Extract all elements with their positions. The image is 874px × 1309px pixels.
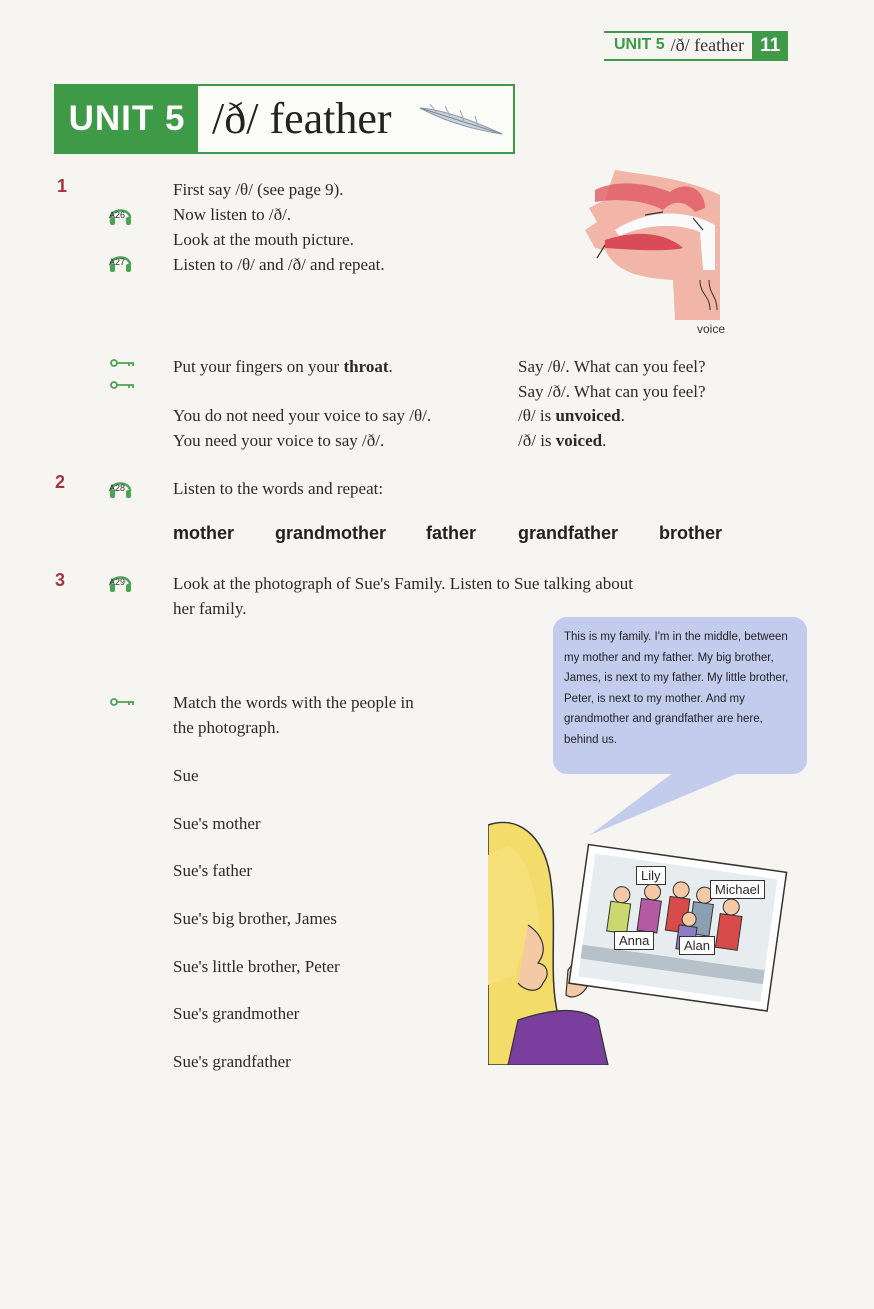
person-item: Sue's father (173, 861, 253, 880)
mouth-diagram (575, 170, 745, 320)
page-number: 11 (752, 33, 788, 59)
section3-instruction: her family. (173, 599, 247, 618)
speech-bubble-text: This is my family. I'm in the middle, between my mother and my father. My big brother, James, is next to my father. My little brother, Peter, is next to my mother. And my grandmother and grandfather are here, behind us. (564, 631, 789, 746)
exercise-number-3: 3 (55, 570, 66, 590)
say-question: Say /ð/. What can you feel? (518, 382, 706, 401)
instruction-line: Listen to /θ/ and /ð/ and repeat. (173, 255, 385, 274)
word-item: father (426, 523, 477, 543)
key-icon (110, 697, 136, 707)
running-header-unit: UNIT 5 (614, 36, 665, 53)
person-item: Sue's grandfather (173, 1052, 291, 1071)
person-item: Sue (173, 766, 199, 785)
word-item: mother (173, 523, 235, 543)
photo-label-michael: Michael (710, 880, 765, 899)
fingers-instruction: Put your fingers on your throat. (173, 357, 393, 376)
word-item: grandmother (275, 523, 387, 543)
voice-label: voice (697, 322, 726, 336)
speech-bubble (553, 617, 807, 774)
person-item: Sue's grandmother (173, 1004, 300, 1023)
instruction-line: Now listen to /ð/. (173, 205, 292, 224)
instruction-line: Look at the mouth picture. (173, 230, 354, 249)
audio-track-a28[interactable]: A28 (108, 476, 133, 506)
feather-icon (416, 100, 506, 140)
instruction-line: First say /θ/ (see page 9). (173, 180, 344, 199)
running-header-topic: /ð/ feather (670, 35, 745, 55)
person-item: Sue's big brother, James (173, 909, 337, 928)
photo-label-anna: Anna (614, 931, 654, 950)
section3-instruction: Look at the photograph of Sue's Family. Listen to Sue talking about (173, 574, 633, 593)
running-header (604, 31, 788, 61)
unvoiced-statement: /θ/ is unvoiced. (518, 406, 625, 425)
exercise-number-2: 2 (55, 472, 66, 492)
key-icon (110, 380, 136, 390)
person-item: Sue's little brother, Peter (173, 957, 340, 976)
audio-track-a27[interactable]: A27 (108, 250, 133, 280)
voiced-note: You need your voice to say /ð/. (173, 431, 385, 450)
unit-title: /ð/ feather (212, 94, 392, 143)
unit-label: UNIT 5 (56, 86, 198, 152)
say-question: Say /θ/. What can you feel? (518, 357, 706, 376)
photo-label-lily: Lily (636, 866, 666, 885)
key-icon (110, 358, 136, 368)
word-item: brother (659, 523, 722, 543)
match-instruction: the photograph. (173, 718, 280, 737)
audio-track-a26[interactable]: A26 (108, 203, 133, 233)
unit-title-banner (54, 84, 515, 154)
exercise-number-1: 1 (57, 176, 68, 196)
photo-label-alan: Alan (679, 936, 715, 955)
match-instruction: Match the words with the people in (173, 693, 414, 712)
word-item: grandfather (518, 523, 619, 543)
person-item: Sue's mother (173, 814, 261, 833)
voiced-statement: /ð/ is voiced. (518, 431, 607, 450)
audio-track-a29[interactable]: A29 (108, 570, 133, 600)
section2-instruction: Listen to the words and repeat: (173, 479, 384, 498)
unvoiced-note: You do not need your voice to say /θ/. (173, 406, 432, 425)
